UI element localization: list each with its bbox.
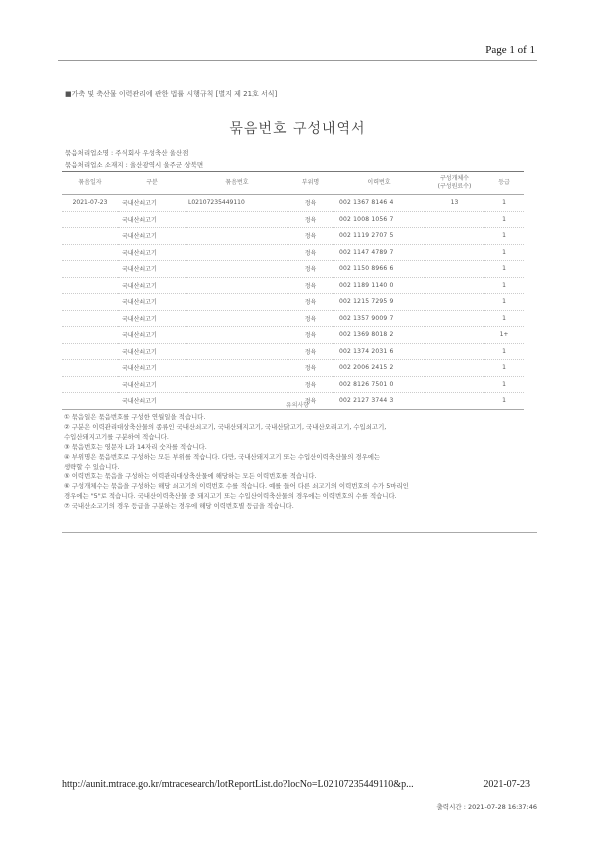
header-count-line1: 구성개체수 xyxy=(440,175,469,182)
cell-trace: 002 1374 2031 6 xyxy=(333,343,425,360)
cell-type: 국내산쇠고기 xyxy=(118,393,186,410)
form-caption: ■가축 및 축산물 이력관리에 관한 법률 시행규칙 [별지 제 21호 서식] xyxy=(65,90,278,98)
cell-lot xyxy=(186,376,288,393)
cell-count xyxy=(425,294,484,311)
note-item: 생략할 수 있습니다. xyxy=(64,462,120,471)
cell-count xyxy=(425,327,484,344)
header-divider xyxy=(58,60,537,61)
header-lot: 묶음번호 xyxy=(186,172,288,195)
notes-list xyxy=(64,413,534,512)
cell-date xyxy=(62,376,118,393)
note-item: ④ 부위명은 묶음번호로 구성하는 모든 부위를 적습니다. 다만, 국내산돼지고기 또는 수입산이력축산물의 경우에는 xyxy=(64,452,381,461)
page-number: Page 1 of 1 xyxy=(485,44,535,56)
cell-lot xyxy=(186,360,288,377)
cell-type: 국내산쇠고기 xyxy=(118,360,186,377)
cell-trace: 002 1119 2707 5 xyxy=(333,228,425,245)
cell-grade: 1 xyxy=(484,376,524,393)
note-item: ③ 묶음번호는 영문자 L과 14자리 숫자를 적습니다. xyxy=(64,442,207,451)
table-body xyxy=(62,195,524,410)
cell-part: 정육 xyxy=(288,327,333,344)
note-item: ② 구분은 이력관리대상축산물의 종류인 국내산쇠고기, 국내산돼지고기, 국내산닭고기, 국내산오리고기, 수입쇠고기, xyxy=(64,422,387,431)
cell-trace: 002 1357 9009 7 xyxy=(333,310,425,327)
cell-lot xyxy=(186,211,288,228)
cell-date xyxy=(62,343,118,360)
header-grade: 등급 xyxy=(484,172,524,195)
table-row xyxy=(62,195,524,212)
processor-name: 묶음처리업소명 : 주식회사 우성축산 울산점 xyxy=(65,149,189,157)
cell-date xyxy=(62,228,118,245)
table-header-row xyxy=(62,172,524,195)
cell-grade: 1 xyxy=(484,244,524,261)
cell-trace: 002 1189 1140 0 xyxy=(333,277,425,294)
cell-grade: 1 xyxy=(502,199,506,207)
cell-count xyxy=(425,343,484,360)
cell-date xyxy=(62,244,118,261)
cell-part: 정육 xyxy=(288,310,333,327)
cell-type: 국내산쇠고기 xyxy=(118,277,186,294)
table-row xyxy=(62,360,524,377)
cell-lot xyxy=(186,310,288,327)
header-part: 부위명 xyxy=(288,172,333,195)
cell-part: 정육 xyxy=(288,244,333,261)
cell-trace: 002 1367 8146 4 xyxy=(339,199,394,207)
table-row xyxy=(62,294,524,311)
cell-grade: 1 xyxy=(484,261,524,278)
cell-grade: 1 xyxy=(484,277,524,294)
cell-lot xyxy=(186,327,288,344)
cell-trace: 002 1215 7295 9 xyxy=(333,294,425,311)
cell-count xyxy=(425,244,484,261)
cell-count xyxy=(425,360,484,377)
header-date: 묶음일자 xyxy=(62,172,118,195)
cell-count xyxy=(425,228,484,245)
cell-trace: 002 2127 3744 3 xyxy=(333,393,425,410)
footer-date: 2021-07-23 xyxy=(483,779,530,790)
table-row xyxy=(62,261,524,278)
cell-part: 정육 xyxy=(288,393,333,410)
cell-part: 정육 xyxy=(288,261,333,278)
lot-composition-table xyxy=(62,172,524,410)
cell-lot: L02107235449110 xyxy=(188,199,245,207)
footer-url: http://aunit.mtrace.go.kr/mtracesearch/lotReportList.do?locNo=L02107235449110&p... xyxy=(62,779,414,790)
notes-title: 유의사항 xyxy=(285,402,310,409)
notes-divider xyxy=(62,532,537,533)
cell-lot xyxy=(186,244,288,261)
cell-part: 정육 xyxy=(288,343,333,360)
cell-trace: 002 1008 1056 7 xyxy=(333,211,425,228)
header-count xyxy=(425,172,484,195)
cell-grade: 1 xyxy=(484,211,524,228)
cell-type: 국내산쇠고기 xyxy=(118,327,186,344)
cell-date xyxy=(62,360,118,377)
cell-trace: 002 1369 8018 2 xyxy=(333,327,425,344)
cell-count xyxy=(425,310,484,327)
cell-count: 13 xyxy=(450,199,459,207)
cell-lot xyxy=(186,228,288,245)
cell-count xyxy=(425,376,484,393)
cell-lot xyxy=(186,343,288,360)
table-row xyxy=(62,376,524,393)
cell-grade: 1 xyxy=(484,228,524,245)
cell-type: 국내산쇠고기 xyxy=(118,211,186,228)
note-item: 수입산돼지고기를 구분하여 적습니다. xyxy=(64,432,169,441)
cell-grade: 1 xyxy=(484,360,524,377)
cell-grade: 1+ xyxy=(484,327,524,344)
cell-part: 정육 xyxy=(288,228,333,245)
cell-type: 국내산쇠고기 xyxy=(118,244,186,261)
cell-lot xyxy=(186,294,288,311)
cell-part: 정육 xyxy=(288,277,333,294)
cell-type: 국내산쇠고기 xyxy=(118,294,186,311)
cell-date xyxy=(62,261,118,278)
note-item: ⑦ 국내산소고기의 경우 등급을 구분하는 경우에 해당 이력번호별 등급을 적습니다. xyxy=(64,502,294,511)
cell-date xyxy=(62,277,118,294)
cell-part: 정육 xyxy=(304,200,317,208)
table-row xyxy=(62,277,524,294)
cell-part: 정육 xyxy=(288,211,333,228)
cell-count xyxy=(425,211,484,228)
cell-date xyxy=(62,310,118,327)
cell-count xyxy=(425,261,484,278)
note-item: ① 묶음일은 묶음번호를 구성한 연월일을 적습니다. xyxy=(64,413,206,421)
cell-grade: 1 xyxy=(484,393,524,410)
cell-part: 정육 xyxy=(288,294,333,311)
table-row xyxy=(62,310,524,327)
cell-part: 정육 xyxy=(288,376,333,393)
cell-trace: 002 1147 4789 7 xyxy=(333,244,425,261)
cell-date xyxy=(62,294,118,311)
cell-type: 국내산쇠고기 xyxy=(118,376,186,393)
cell-trace: 002 8126 7501 0 xyxy=(333,376,425,393)
cell-lot xyxy=(186,261,288,278)
cell-grade: 1 xyxy=(484,310,524,327)
print-time: 출력시간 : 2021-07-28 16:37:46 xyxy=(436,803,537,811)
cell-type: 국내산쇠고기 xyxy=(118,343,186,360)
table-row xyxy=(62,244,524,261)
table-row xyxy=(62,343,524,360)
processor-address: 묶음처리업소 소재지 : 울산광역시 울주군 상북면 xyxy=(65,161,204,169)
cell-date: 2021-07-23 xyxy=(72,199,108,207)
cell-type: 국내산쇠고기 xyxy=(118,310,186,327)
cell-lot xyxy=(186,277,288,294)
cell-part: 정육 xyxy=(288,360,333,377)
cell-type: 국내산쇠고기 xyxy=(118,261,186,278)
header-trace: 이력번호 xyxy=(333,172,425,195)
note-item: ⑤ 이력번호는 묶음을 구성하는 이력관리대상축산물에 해당하는 모든 이력번호를 적습니다. xyxy=(64,472,317,481)
cell-type: 국내산쇠고기 xyxy=(118,228,186,245)
table-row xyxy=(62,211,524,228)
cell-date xyxy=(62,211,118,228)
cell-count xyxy=(425,277,484,294)
cell-grade: 1 xyxy=(484,294,524,311)
header-count-line2: (구성원료수) xyxy=(437,183,472,190)
note-item: 경우에는 "5"로 적습니다. 국내산이력축산물 중 돼지고기 또는 수입산이력축산물의 경우에는 이력번호의 수를 적습니다. xyxy=(64,492,397,501)
document-title: 묶음번호 구성내역서 xyxy=(229,121,366,137)
cell-trace: 002 1150 8966 6 xyxy=(333,261,425,278)
table-row xyxy=(62,228,524,245)
note-item: ⑥ 구성개체수는 묶음을 구성하는 해당 쇠고기의 이력번호 수를 적습니다. 예를 들어 다른 쇠고기의 이력번호의 수가 5마리인 xyxy=(64,482,409,491)
cell-date xyxy=(62,327,118,344)
cell-type: 국내산쇠고기 xyxy=(122,200,157,208)
cell-trace: 002 2006 2415 2 xyxy=(333,360,425,377)
table-row xyxy=(62,327,524,344)
cell-grade: 1 xyxy=(484,343,524,360)
header-type: 구분 xyxy=(118,172,186,195)
